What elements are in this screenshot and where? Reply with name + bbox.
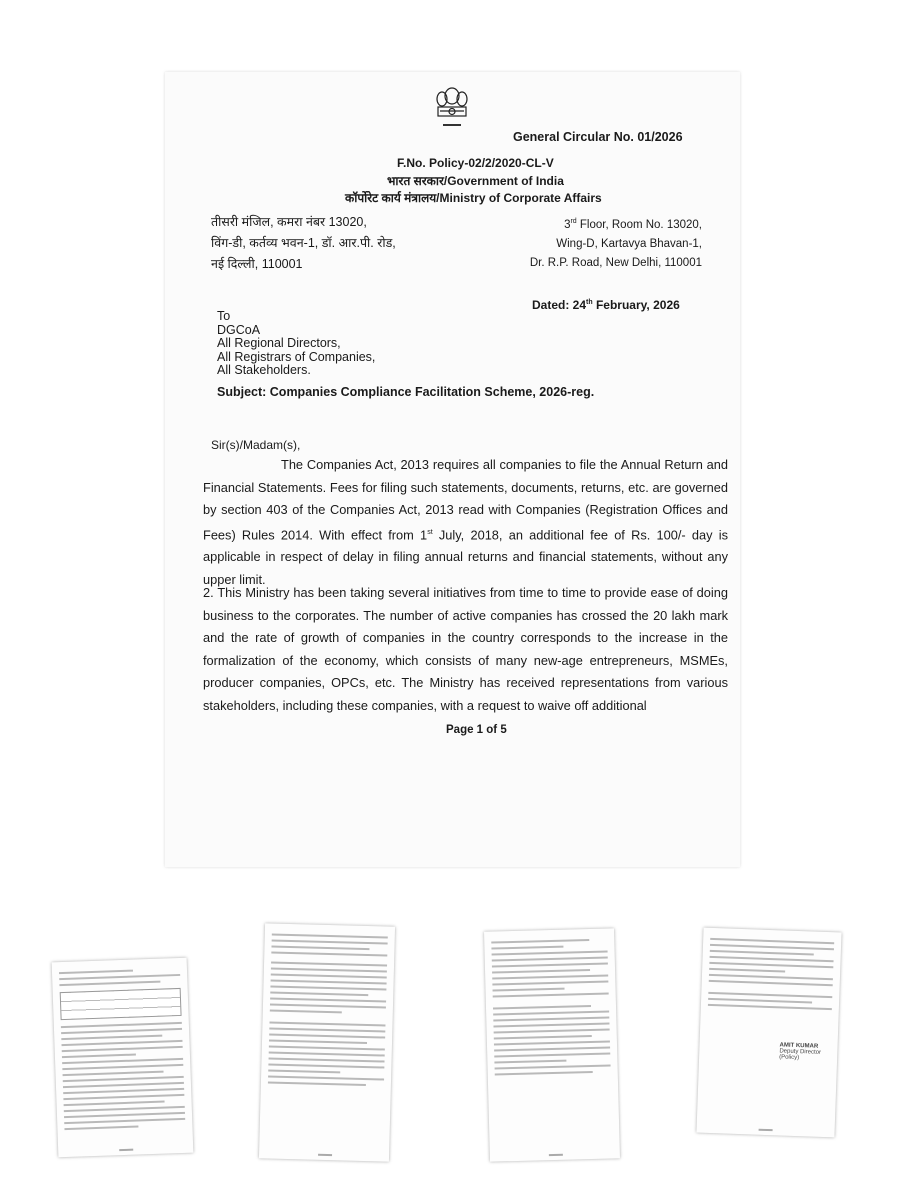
signatory-name: AMIT KUMAR	[779, 1042, 819, 1050]
document-page-2-thumbnail	[52, 958, 194, 1158]
address-hindi-line: तीसरी मंजिल, कमरा नंबर 13020,	[211, 215, 367, 229]
salutation: Sir(s)/Madam(s),	[211, 438, 301, 452]
address-english	[530, 212, 702, 273]
paragraph-1-text-a: The Companies Act, 2013 requires all companies to file the Annual Return and Financial Statements. Fees for filing such statements, documents, returns, etc. are governed by section 403 of the Companies Act, 2013 read with Companies (Registration Offices and Fees) Rules 2014. With effect from 1	[203, 457, 728, 542]
signatory-title: Deputy Director (Policy)	[779, 1048, 822, 1062]
address-hindi-line: नई दिल्ली, 110001	[211, 257, 303, 271]
ministry-name: कॉर्पोरेट कार्य मंत्रालय/Ministry of Corporate Affairs	[345, 191, 602, 205]
address-hindi-line: विंग-डी, कर्तव्य भवन-1, डॉ. आर.पी. रोड,	[211, 236, 396, 250]
floor-text: Floor, Room No. 13020,	[579, 218, 702, 231]
recipient-block	[217, 310, 375, 378]
date-suffix-sup: th	[586, 299, 593, 306]
floor-suffix: rd	[570, 218, 577, 225]
paragraph-1-sup: st	[427, 528, 433, 536]
recipient: All Regional Directors,	[217, 336, 341, 350]
circular-number: General Circular No. 01/2026	[513, 130, 683, 144]
to-label: To	[217, 309, 231, 323]
paragraph-2: 2. This Ministry has been taking several initiatives from time to time to provide ease of doing business to the corporates. The number of active companies has crossed the 20 lakh mark and the rate of growth of companies in the country corresponds to the increase in the formalization of the economy, which consists of many new-age entrepreneurs, MSMEs, producer companies, OPCs, etc. The Ministry has received representations from various stakeholders, including these companies, with a request to waive off additional	[203, 585, 728, 713]
recipient: All Stakeholders.	[217, 363, 311, 377]
paragraph-1-text-b: July, 2018, an additional fee of Rs. 100/- day is applicable in respect of delay in filing annual returns and financial statements, without any upper limit.	[203, 526, 728, 587]
national-emblem-icon	[430, 84, 474, 140]
file-number: F.No. Policy-02/2/2020-CL-V	[397, 156, 554, 170]
recipient: All Registrars of Companies,	[217, 349, 376, 364]
floor-number: 3	[564, 218, 571, 231]
document-page-3-thumbnail	[259, 923, 395, 1161]
document-page-5-thumbnail	[696, 928, 841, 1138]
signature-block	[779, 1042, 838, 1062]
document-page-1	[165, 72, 740, 867]
paragraph-1	[203, 454, 728, 591]
date-suffix: February, 2026	[592, 298, 680, 312]
page-number: Page 1 of 5	[446, 724, 507, 736]
subject-line: Subject: Companies Compliance Facilitation Scheme, 2026-reg.	[217, 385, 595, 399]
address-english-line	[530, 212, 702, 235]
date-prefix: Dated: 24	[532, 298, 587, 312]
address-hindi	[211, 212, 396, 275]
date-line	[532, 298, 680, 312]
document-page-4-thumbnail	[484, 928, 620, 1161]
address-english-line: Dr. R.P. Road, New Delhi, 110001	[529, 256, 702, 269]
address-english-line: Wing-D, Kartavya Bhavan-1,	[556, 237, 702, 250]
government-name: भारत सरकार/Government of India	[387, 174, 564, 188]
recipient: DGCoA	[217, 322, 261, 337]
